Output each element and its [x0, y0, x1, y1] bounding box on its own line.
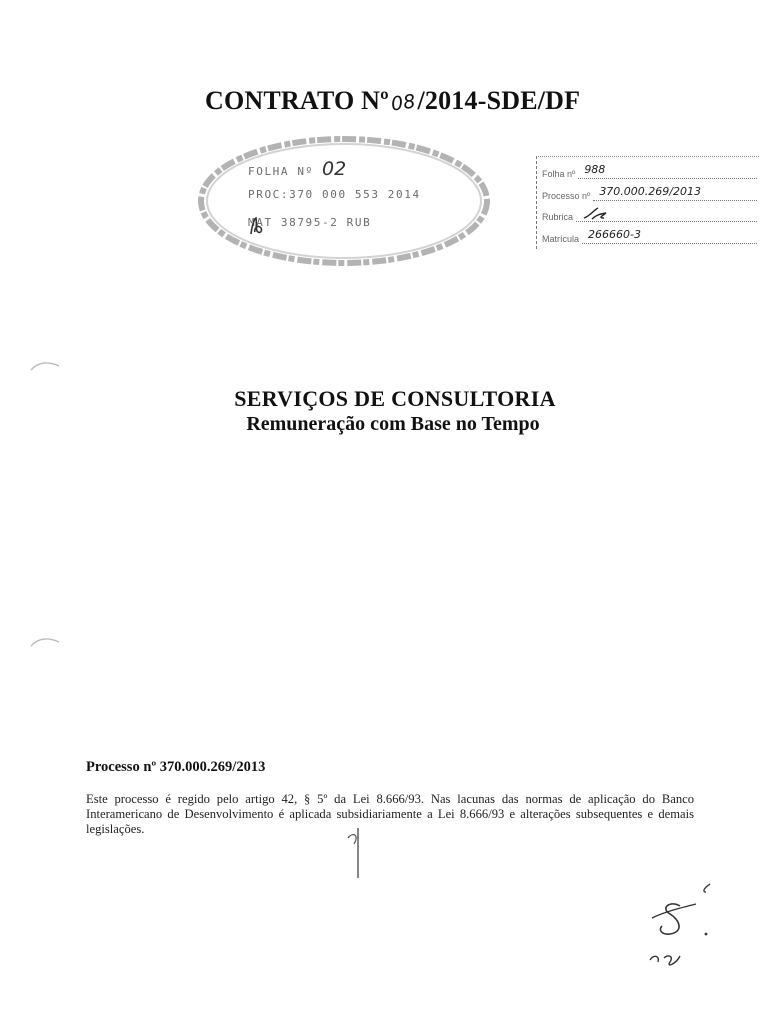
title-prefix: CONTRATO Nº	[205, 86, 389, 115]
rect-row-rubrica	[542, 202, 757, 222]
rect-matricula-label: Matrícula	[542, 234, 580, 244]
title-suffix: /2014-SDE/DF	[417, 86, 581, 115]
folha-rectangular-stamp	[536, 156, 759, 249]
handwritten-contract-number: 08	[389, 90, 417, 116]
rect-row-folha	[542, 159, 757, 179]
rubric-signature-mark	[248, 216, 266, 236]
stamp-mat-line	[248, 216, 371, 229]
margin-hole-mark	[28, 358, 62, 374]
rect-processo-label: Processo nº	[542, 191, 591, 201]
rubrica-signature-mark	[582, 206, 612, 221]
folha-oval-stamp	[196, 132, 492, 270]
rect-row-processo	[542, 181, 757, 201]
rect-rubrica-value	[576, 206, 757, 222]
pen-stroke-mark	[340, 826, 366, 882]
document-title-text: SERVIÇOS DE CONSULTORIA	[234, 386, 556, 411]
contract-title	[205, 86, 580, 116]
process-body-text: Este processo é regido pelo artigo 42, § 5º da Lei 8.666/93. Nas lacunas das normas de aplicação do Banco Interamericano de Desenvolvimento é aplicada subsidiariamente a Lei 8.666/93 e alterações subsequentes e demais legislações.	[86, 792, 694, 836]
rect-folha-value: 988	[578, 163, 757, 179]
rect-row-matricula	[542, 224, 757, 244]
document-subtitle	[0, 413, 770, 436]
stamp-folha-handwritten: 02	[322, 158, 347, 180]
document-subtitle-text: Remuneração com Base no Tempo	[246, 413, 540, 435]
stamp-proc-line: PROC:370 000 553 2014	[248, 188, 421, 201]
margin-hole-mark	[28, 634, 62, 650]
rect-rubrica-label: Rubrica	[542, 212, 574, 222]
oval-stamp-border	[196, 132, 492, 270]
initials-signature	[640, 878, 730, 968]
rect-folha-label: Folha nº	[542, 169, 576, 179]
stamp-folha-label: FOLHA Nº	[248, 165, 314, 178]
document-title	[0, 386, 770, 412]
stamp-folha-line	[248, 158, 346, 180]
rect-processo-value: 370.000.269/2013	[593, 185, 757, 201]
rect-matricula-value: 266660-3	[582, 228, 757, 244]
stamp-mat-label: MAT 38795-2 RUB	[248, 216, 372, 229]
process-heading: Processo nº 370.000.269/2013	[86, 759, 266, 775]
